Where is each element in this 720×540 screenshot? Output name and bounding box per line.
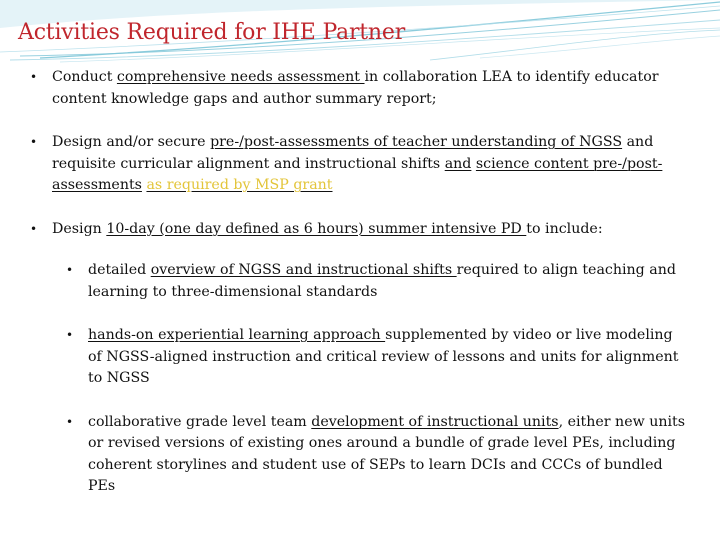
sub-bullet-item [66, 412, 690, 498]
highlighted-text: as required by MSP grant [146, 177, 333, 193]
sub-bullet-item [66, 260, 690, 303]
bullet-item [30, 67, 690, 110]
bullet-icon: • [66, 263, 74, 277]
slide-title: Activities Required for IHE Partner [18, 20, 406, 45]
bullet-icon: • [66, 414, 74, 429]
bullet-icon: • [30, 221, 38, 236]
bullet-item [30, 219, 690, 241]
bullet-icon: • [30, 135, 38, 149]
sub-bullet-item [66, 325, 690, 390]
bullet-item [30, 132, 690, 197]
bullet-text: Conduct comprehensive needs assessment in collaboration LEA to identify educator content knowledge gaps and author summary report; [52, 69, 659, 107]
bullet-text: Design 10-day (one day defined as 6 hours) summer intensive PD to include: [52, 220, 603, 237]
sub-bullet-text: hands-on experiential learning approach supplemented by video or live modeling of NGSS-aligned instruction and critical review of lessons and units for alignment to NGSS [88, 327, 679, 386]
bullet-icon: • [30, 70, 38, 84]
sub-bullet-text: collaborative grade level team development of instructional units, either new units or revised versions of existing ones around a bundle of grade level PEs, including coherent storylines and student use of SEPs to learn DCIs and CCCs of bundled PEs [88, 413, 686, 494]
sub-bullet-text: detailed overview of NGSS and instructional shifts required to align teaching and learning to three-dimensional standards [88, 262, 676, 300]
bullet-icon: • [66, 328, 74, 342]
bullet-text: Design and/or secure pre-/post-assessments of teacher understanding of NGSS and requisite curricular alignment and instructional shifts and science content pre-/post-assessments as required by MSP grant [52, 134, 663, 193]
bullet-list [30, 67, 690, 498]
